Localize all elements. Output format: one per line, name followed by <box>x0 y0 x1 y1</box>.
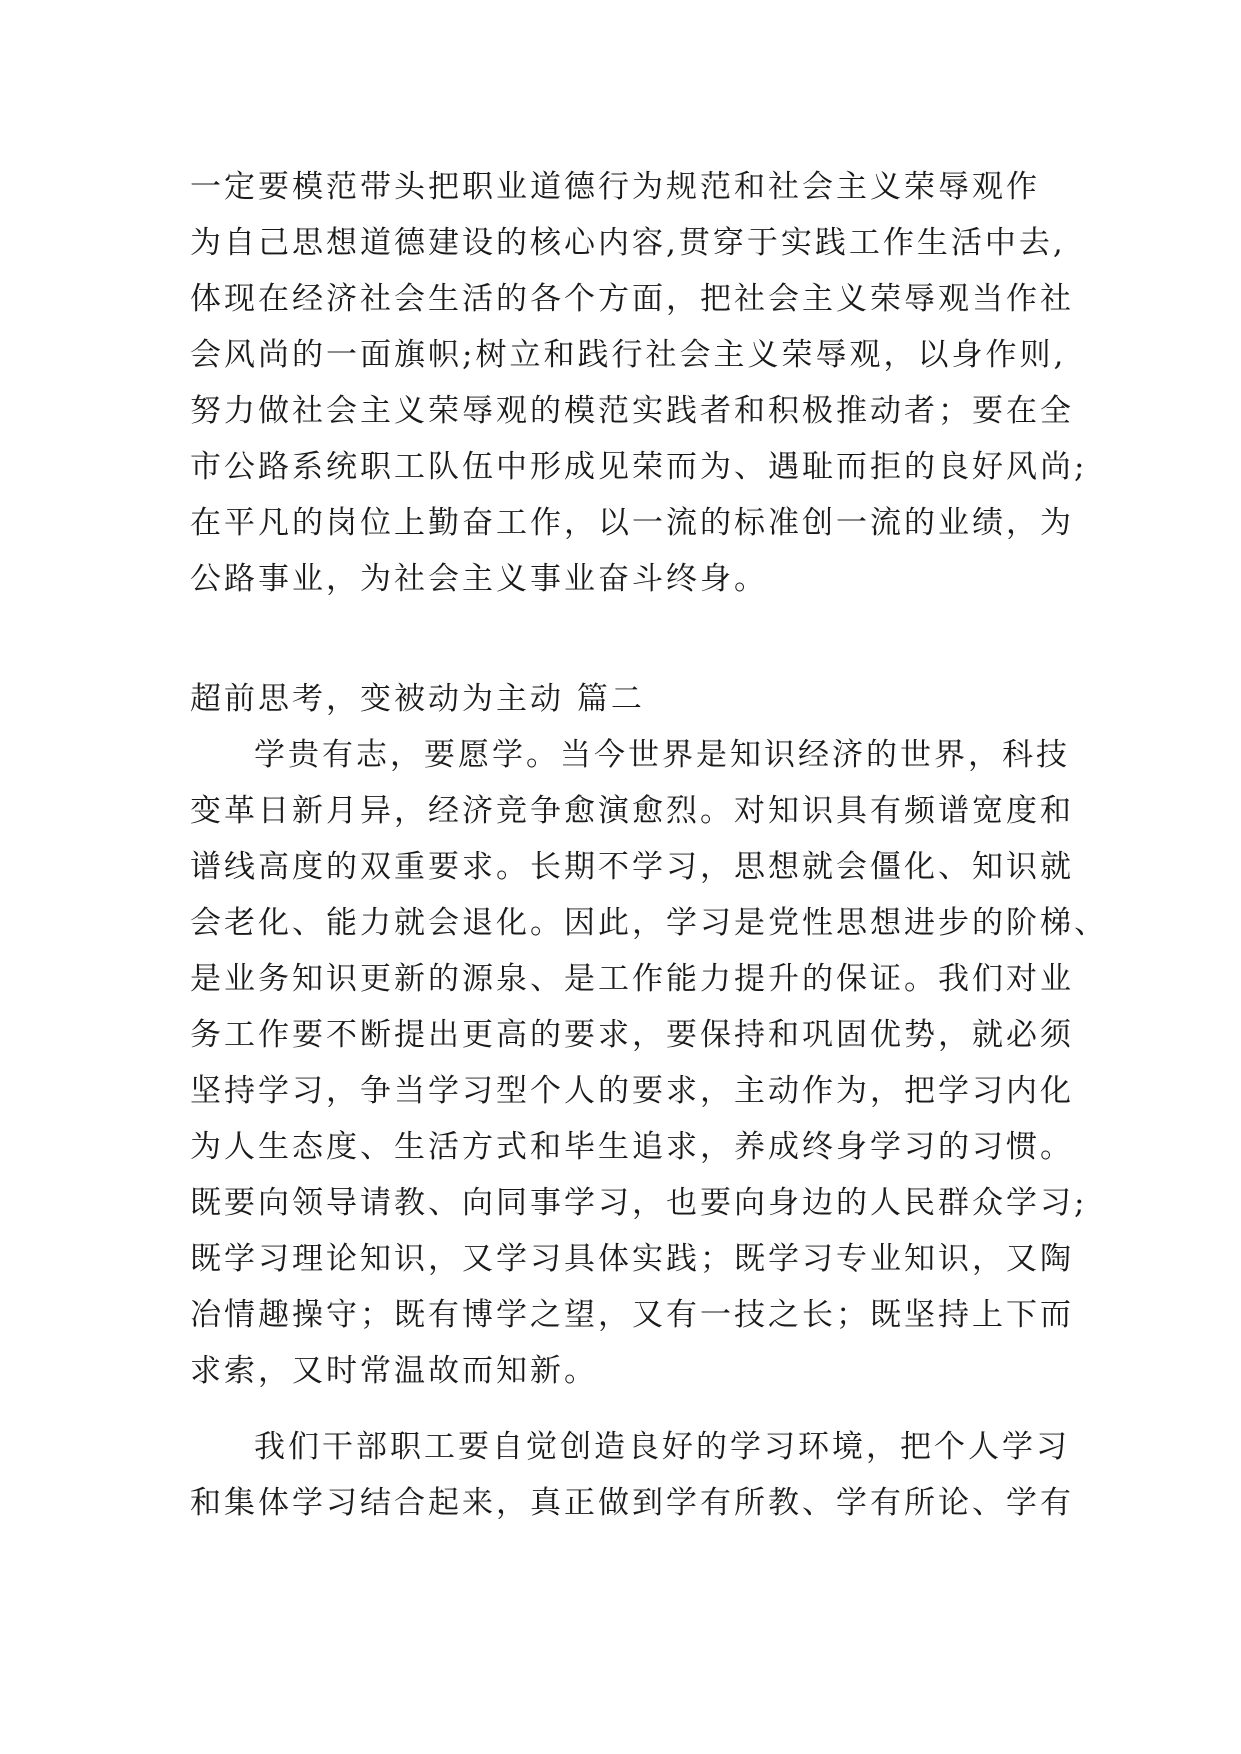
text-line: 务工作要不断提出更高的要求，要保持和巩固优势，就必须 <box>190 1017 1074 1053</box>
text-line: 为自己思想道德建设的核心内容,贯穿于实践工作生活中去, <box>190 225 1066 261</box>
text-line: 谱线高度的双重要求。长期不学习，思想就会僵化、知识就 <box>190 849 1074 885</box>
text-line: 公路事业，为社会主义事业奋斗终身。 <box>190 561 768 597</box>
text-line: 一定要模范带头把职业道德行为规范和社会主义荣辱观作 <box>190 169 1040 205</box>
text-line: 变革日新月异，经济竞争愈演愈烈。对知识具有频谱宽度和 <box>190 793 1074 829</box>
text-line: 体现在经济社会生活的各个方面，把社会主义荣辱观当作社 <box>190 281 1074 317</box>
text-line: 为人生态度、生活方式和毕生追求，养成终身学习的习惯。 <box>190 1129 1074 1165</box>
text-line: 会风尚的一面旗帜;树立和践行社会主义荣辱观，以身作则, <box>190 337 1067 373</box>
text-line: 和集体学习结合起来，真正做到学有所教、学有所论、学有 <box>190 1485 1074 1521</box>
text-line: 求索，又时常温故而知新。 <box>190 1353 598 1389</box>
text-line: 市公路系统职工队伍中形成见荣而为、遇耻而拒的良好风尚; <box>190 449 1088 485</box>
text-line: 学贵有志，要愿学。当今世界是知识经济的世界，科技 <box>254 737 1070 773</box>
section-heading: 超前思考，变被动为主动 篇二 <box>190 681 645 717</box>
text-line: 坚持学习，争当学习型个人的要求，主动作为，把学习内化 <box>190 1073 1074 1109</box>
text-line: 会老化、能力就会退化。因此，学习是党性思想进步的阶梯、 <box>190 905 1108 941</box>
text-line: 冶情趣操守；既有博学之望，又有一技之长；既坚持上下而 <box>190 1297 1074 1333</box>
text-line: 既学习理论知识，又学习具体实践；既学习专业知识，又陶 <box>190 1241 1074 1277</box>
text-line: 努力做社会主义荣辱观的模范实践者和积极推动者；要在全 <box>190 393 1074 429</box>
text-line: 既要向领导请教、向同事学习，也要向身边的人民群众学习; <box>190 1185 1088 1221</box>
text-line: 在平凡的岗位上勤奋工作，以一流的标准创一流的业绩，为 <box>190 505 1074 541</box>
text-line: 我们干部职工要自觉创造良好的学习环境，把个人学习 <box>254 1429 1070 1465</box>
text-line: 是业务知识更新的源泉、是工作能力提升的保证。我们对业 <box>190 961 1074 997</box>
